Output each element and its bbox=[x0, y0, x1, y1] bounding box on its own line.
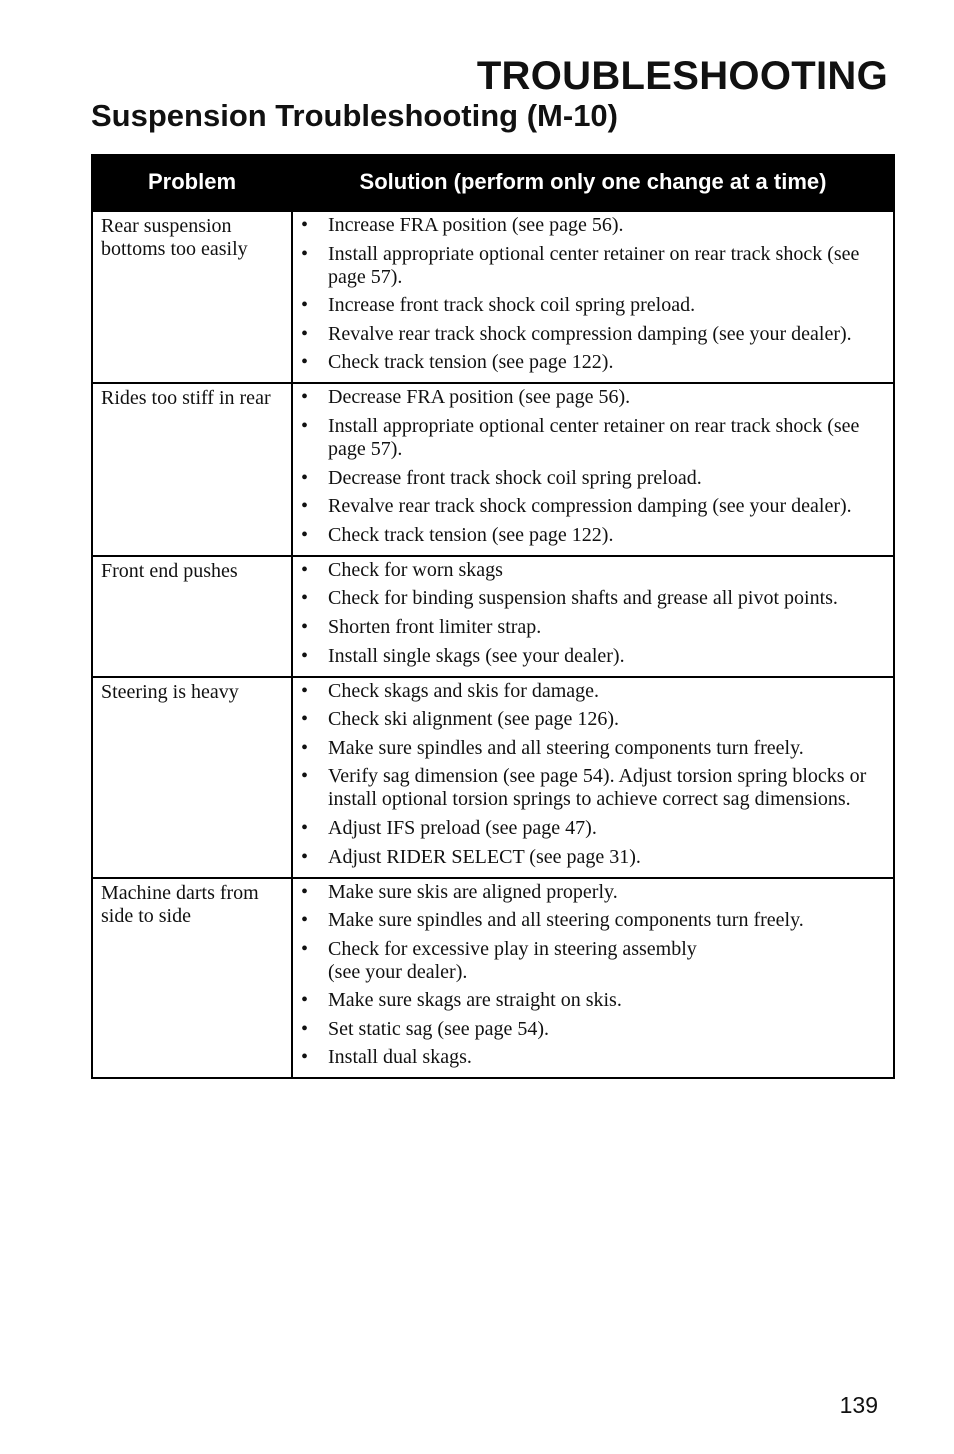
solution-item: • Decrease FRA position (see page 56). bbox=[301, 386, 883, 409]
solution-item: • Check ski alignment (see page 126). bbox=[301, 708, 883, 731]
table-row bbox=[92, 878, 894, 1079]
problem-cell: Steering is heavy bbox=[92, 677, 292, 878]
section-title: TROUBLESHOOTING bbox=[476, 54, 888, 98]
solution-item: • Make sure spindles and all steering components turn freely. bbox=[301, 737, 883, 760]
table-row bbox=[92, 677, 894, 878]
solution-list bbox=[301, 680, 883, 869]
solution-cell bbox=[292, 556, 894, 677]
solution-item: • Check for excessive play in steering assembly (see your dealer). bbox=[301, 938, 883, 984]
solution-list bbox=[301, 214, 883, 374]
troubleshooting-table bbox=[91, 154, 895, 1079]
column-header-problem: Problem bbox=[92, 154, 292, 211]
solution-item: • Check track tension (see page 122). bbox=[301, 524, 883, 547]
solution-item: • Set static sag (see page 54). bbox=[301, 1018, 883, 1041]
solution-list bbox=[301, 881, 883, 1070]
table-row bbox=[92, 383, 894, 555]
solution-item: • Install single skags (see your dealer). bbox=[301, 645, 883, 668]
solution-item: • Check skags and skis for damage. bbox=[301, 680, 883, 703]
solution-item: • Decrease front track shock coil spring preload. bbox=[301, 467, 883, 490]
problem-cell: Front end pushes bbox=[92, 556, 292, 677]
problem-cell: Rear suspension bottoms too easily bbox=[92, 211, 292, 383]
solution-item: • Check for worn skags bbox=[301, 559, 883, 582]
solution-item: • Shorten front limiter strap. bbox=[301, 616, 883, 639]
solution-item: • Revalve rear track shock compression damping (see your dealer). bbox=[301, 323, 883, 346]
table-header-row bbox=[92, 154, 894, 211]
solution-item: • Check for binding suspension shafts and grease all pivot points. bbox=[301, 587, 883, 610]
problem-cell: Machine darts from side to side bbox=[92, 878, 292, 1079]
solution-item: • Check track tension (see page 122). bbox=[301, 351, 883, 374]
solution-cell bbox=[292, 878, 894, 1079]
solution-item: • Increase FRA position (see page 56). bbox=[301, 214, 883, 237]
solution-cell bbox=[292, 211, 894, 383]
solution-item: • Adjust RIDER SELECT (see page 31). bbox=[301, 846, 883, 869]
solution-list bbox=[301, 386, 883, 546]
column-header-solution: Solution (perform only one change at a time) bbox=[292, 154, 894, 211]
solution-item: • Install dual skags. bbox=[301, 1046, 883, 1069]
solution-item: • Revalve rear track shock compression damping (see your dealer). bbox=[301, 495, 883, 518]
solution-item: • Make sure spindles and all steering components turn freely. bbox=[301, 909, 883, 932]
solution-item: • Make sure skis are aligned properly. bbox=[301, 881, 883, 904]
table-row bbox=[92, 211, 894, 383]
table-row bbox=[92, 556, 894, 677]
page-title: Suspension Troubleshooting (M-10) bbox=[91, 98, 618, 133]
solution-cell bbox=[292, 383, 894, 555]
solution-item: • Install appropriate optional center retainer on rear track shock (see page 57). bbox=[301, 243, 883, 289]
solution-item: • Increase front track shock coil spring preload. bbox=[301, 294, 883, 317]
problem-cell: Rides too stiff in rear bbox=[92, 383, 292, 555]
solution-item: • Install appropriate optional center retainer on rear track shock (see page 57). bbox=[301, 415, 883, 461]
solution-list bbox=[301, 559, 883, 668]
solution-item: • Adjust IFS preload (see page 47). bbox=[301, 817, 883, 840]
solution-item: • Make sure skags are straight on skis. bbox=[301, 989, 883, 1012]
solution-item: • Verify sag dimension (see page 54). Adjust torsion spring blocks or install optional torsion springs to achieve correct sag dimensions. bbox=[301, 765, 883, 811]
table-body bbox=[92, 211, 894, 1078]
page-number: 139 bbox=[839, 1392, 878, 1418]
solution-cell bbox=[292, 677, 894, 878]
